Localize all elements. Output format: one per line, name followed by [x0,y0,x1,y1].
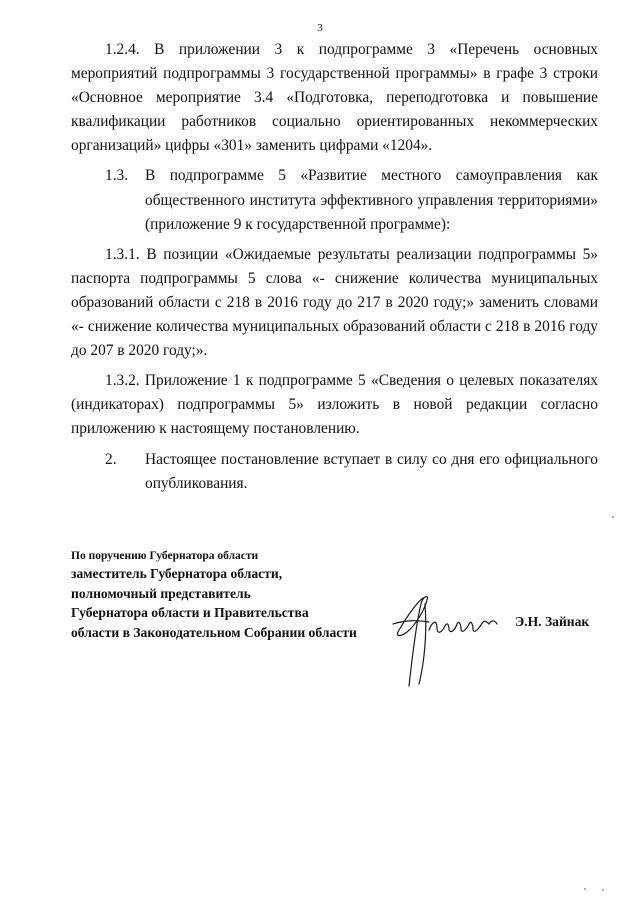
signer-title-line: Губернатора области и Правительства [71,605,309,620]
signer-title-line: полномочный представитель [71,585,251,601]
paragraph-2 [71,448,598,496]
document-body [71,38,598,502]
paragraph-text: Настоящее постановление вступает в силу со дня его официального опубликования. [145,450,598,492]
paragraph-1-3 [71,164,598,236]
paragraph-number: 1.3. [105,167,129,185]
signature-instruction: По поручению Губернатора области [71,550,259,562]
paragraph-1-2-4: 1.2.4. В приложении 3 к подпрограмме 3 «Перечень основных мероприятий подпрограммы 3 государственной программы» в графе 3 строки «Основное мероприятие 3.4 «Подготовка, переподготовка и повышение квалификации работников социально ориентированных некоммерческих организаций» цифры «301» заменить цифрами «1204». [71,41,598,155]
scan-speck [602,889,604,891]
paragraph-1-3-2: 1.3.2. Приложение 1 к подпрограмме 5 «Сведения о целевых показателях (индикаторах) подпрограммы 5» изложить в новой редакции согласно приложению к настоящему постановлению. [71,372,598,438]
scan-speck [584,888,586,890]
signer-title-line: заместитель Губернатора области, [71,566,283,581]
signer-title-line: области в Законодательном Собрании области [71,624,357,640]
paragraph-number: 2. [105,450,117,468]
page-number: 3 [317,22,323,34]
handwritten-signature-icon [385,590,505,690]
paragraph-text: В подпрограмме 5 «Развитие местного самоуправления как общественного института эффективного управления территориями» (приложение 9 к государственной программе): [145,167,598,233]
scan-speck [612,516,614,518]
signer-name: Э.Н. Зайнак [515,614,590,629]
paragraph-1-3-1: 1.3.1. В позиции «Ожидаемые результаты реализации подпрограммы 5» паспорта подпрограммы 5 слова «- снижение количества муниципальных образований области с 218 в 2016 году до 217 в 2020 году;» заменить словами «- снижение количества муниципальных образований области с 218 в 2016 году до 207 в 2020 году;». [71,245,598,360]
